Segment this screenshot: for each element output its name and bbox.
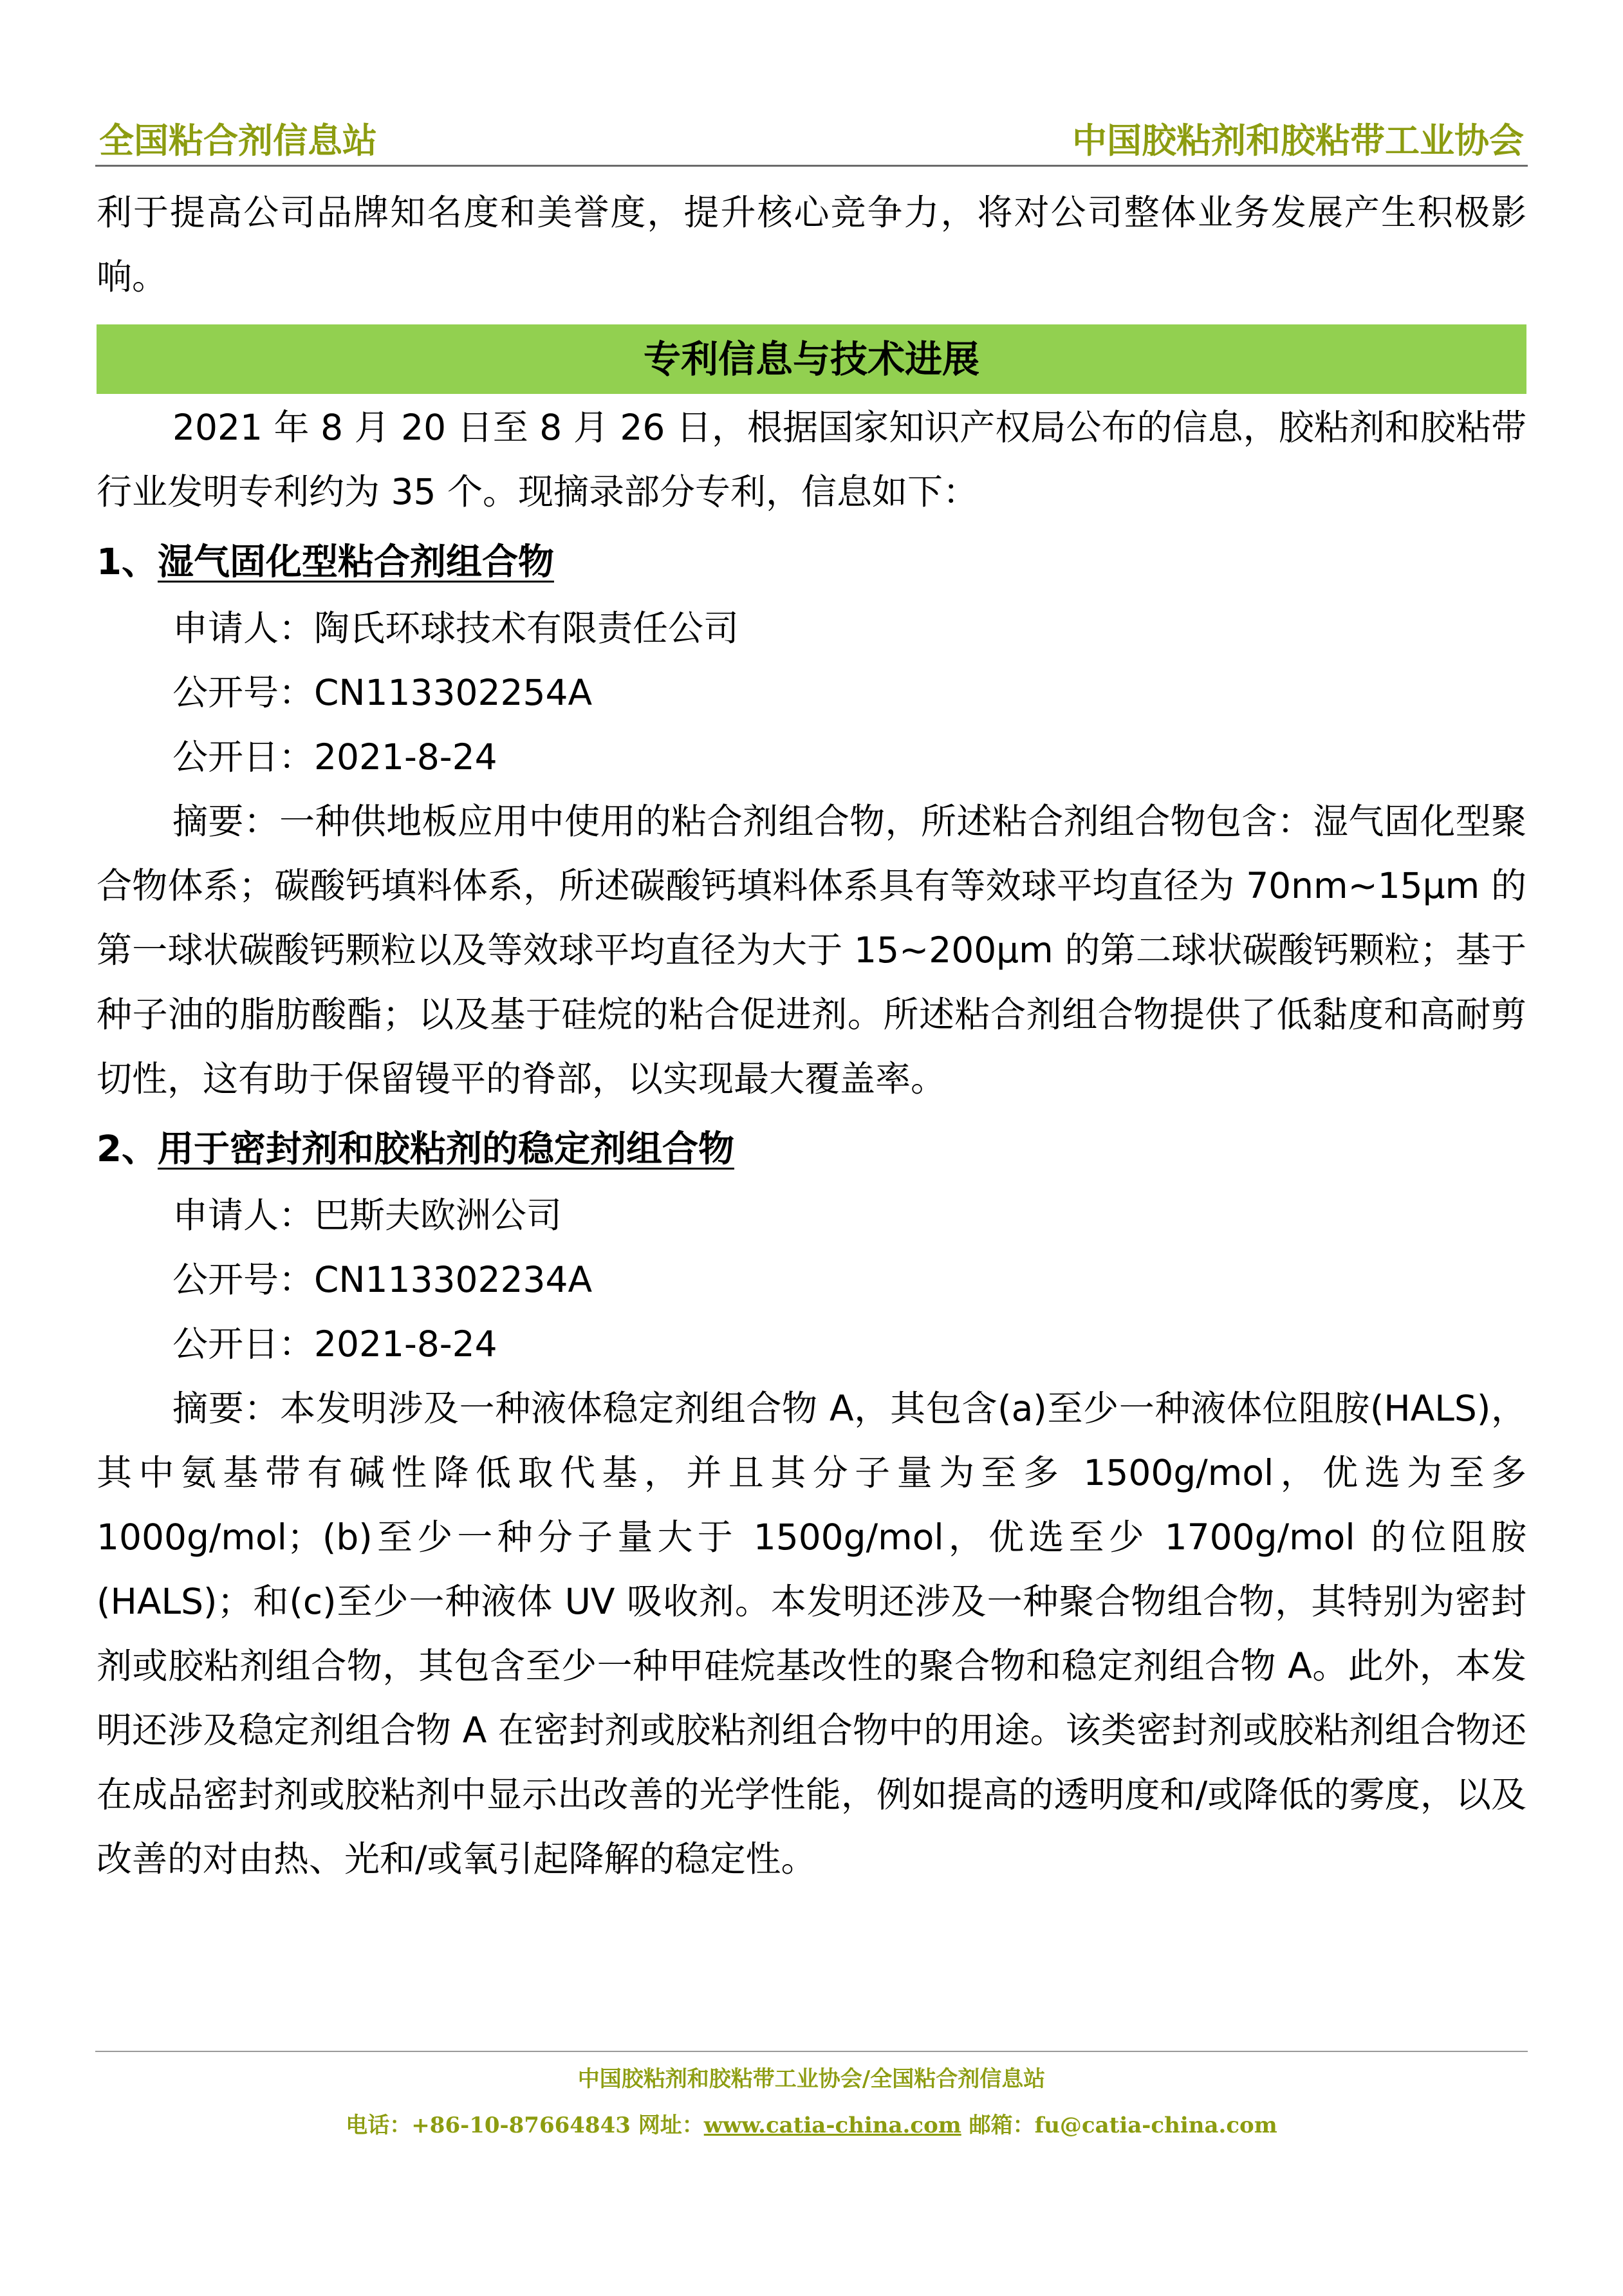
header-right-title: 中国胶粘剂和胶粘带工业协会 [1072,120,1524,161]
patent-heading [97,529,1526,596]
footer-phone: 电话：+86-10-87664843 网址： [346,2113,704,2138]
header-left-title: 全国粘合剂信息站 [99,120,377,161]
page-header [95,116,1528,167]
patent-publication-number: 公开号：CN113302234A [172,1259,593,1300]
patent-publication-date: 公开日：2021-8-24 [172,736,497,778]
footer-website-link[interactable]: www.catia-china.com [703,2113,961,2138]
patent-entry-1 [97,529,1526,1111]
patent-title: 湿气固化型粘合剂组合物 [157,541,554,583]
patent-applicant: 申请人：巴斯夫欧洲公司 [172,1195,562,1236]
footer-divider [95,2051,1528,2052]
patent-publication-date: 公开日：2021-8-24 [172,1323,497,1365]
page-content [97,180,1526,1891]
patent-entry-2 [97,1116,1526,1891]
section-banner: 专利信息与技术进展 [97,324,1526,394]
footer-email: 邮箱：fu@catia-china.com [961,2113,1277,2138]
patent-abstract: 摘要：本发明涉及一种液体稳定剂组合物 A，其包含(a)至少一种液体位阻胺(HALS)，其中氨基带有碱性降低取代基，并且其分子量为至多 1500g/mol，优选为至多 1000g/mol；(b)至少一种分子量大于 1500g/mol，优选至少 1700g/mol 的位阻胺(HALS)；和(c)至少一种液体 UV 吸收剂。本发明还涉及一种聚合物组合物，其特别为密封剂或胶粘剂组合物，其包含至少一种甲硅烷基改性的聚合物和稳定剂组合物 A。此外，本发明还涉及稳定剂组合物 A 在密封剂或胶粘剂组合物中的用途。该类密封剂或胶粘剂组合物还在成品密封剂或胶粘剂中显示出改善的光学性能，例如提高的透明度和/或降低的雾度，以及改善的对由热、光和/或氧引起降解的稳定性。 [97,1388,1526,1880]
patent-applicant: 申请人：陶氏环球技术有限责任公司 [172,608,739,649]
patent-number: 2、 [97,1128,158,1170]
patent-number: 1、 [97,541,158,583]
patent-publication-number: 公开号：CN113302254A [172,672,593,713]
footer-organization: 中国胶粘剂和胶粘带工业协会/全国粘合剂信息站 [577,2066,1046,2092]
intro-paragraph: 利于提高公司品牌知名度和美誉度，提升核心竞争力，将对公司整体业务发展产生积极影响。 [97,192,1526,297]
patent-abstract: 摘要：一种供地板应用中使用的粘合剂组合物，所述粘合剂组合物包含：湿气固化型聚合物体系；碳酸钙填料体系，所述碳酸钙填料体系具有等效球平均直径为 70nm~15μm 的第一球状碳酸钙颗粒以及等效球平均直径为大于 15~200μm 的第二球状碳酸钙颗粒；基于种子油的脂肪酸酯；以及基于硅烷的粘合促进剂。所述粘合剂组合物提供了低黏度和高耐剪切性，这有助于保留镘平的脊部，以实现最大覆盖率。 [97,801,1526,1099]
section-intro-paragraph: 2021 年 8 月 20 日至 8 月 26 日，根据国家知识产权局公布的信息，胶粘剂和胶粘带行业发明专利约为 35 个。现摘录部分专利，信息如下： [97,407,1526,512]
patent-heading [97,1116,1526,1183]
patent-title: 用于密封剂和胶粘剂的稳定剂组合物 [157,1128,734,1170]
footer-contact [95,2106,1528,2145]
